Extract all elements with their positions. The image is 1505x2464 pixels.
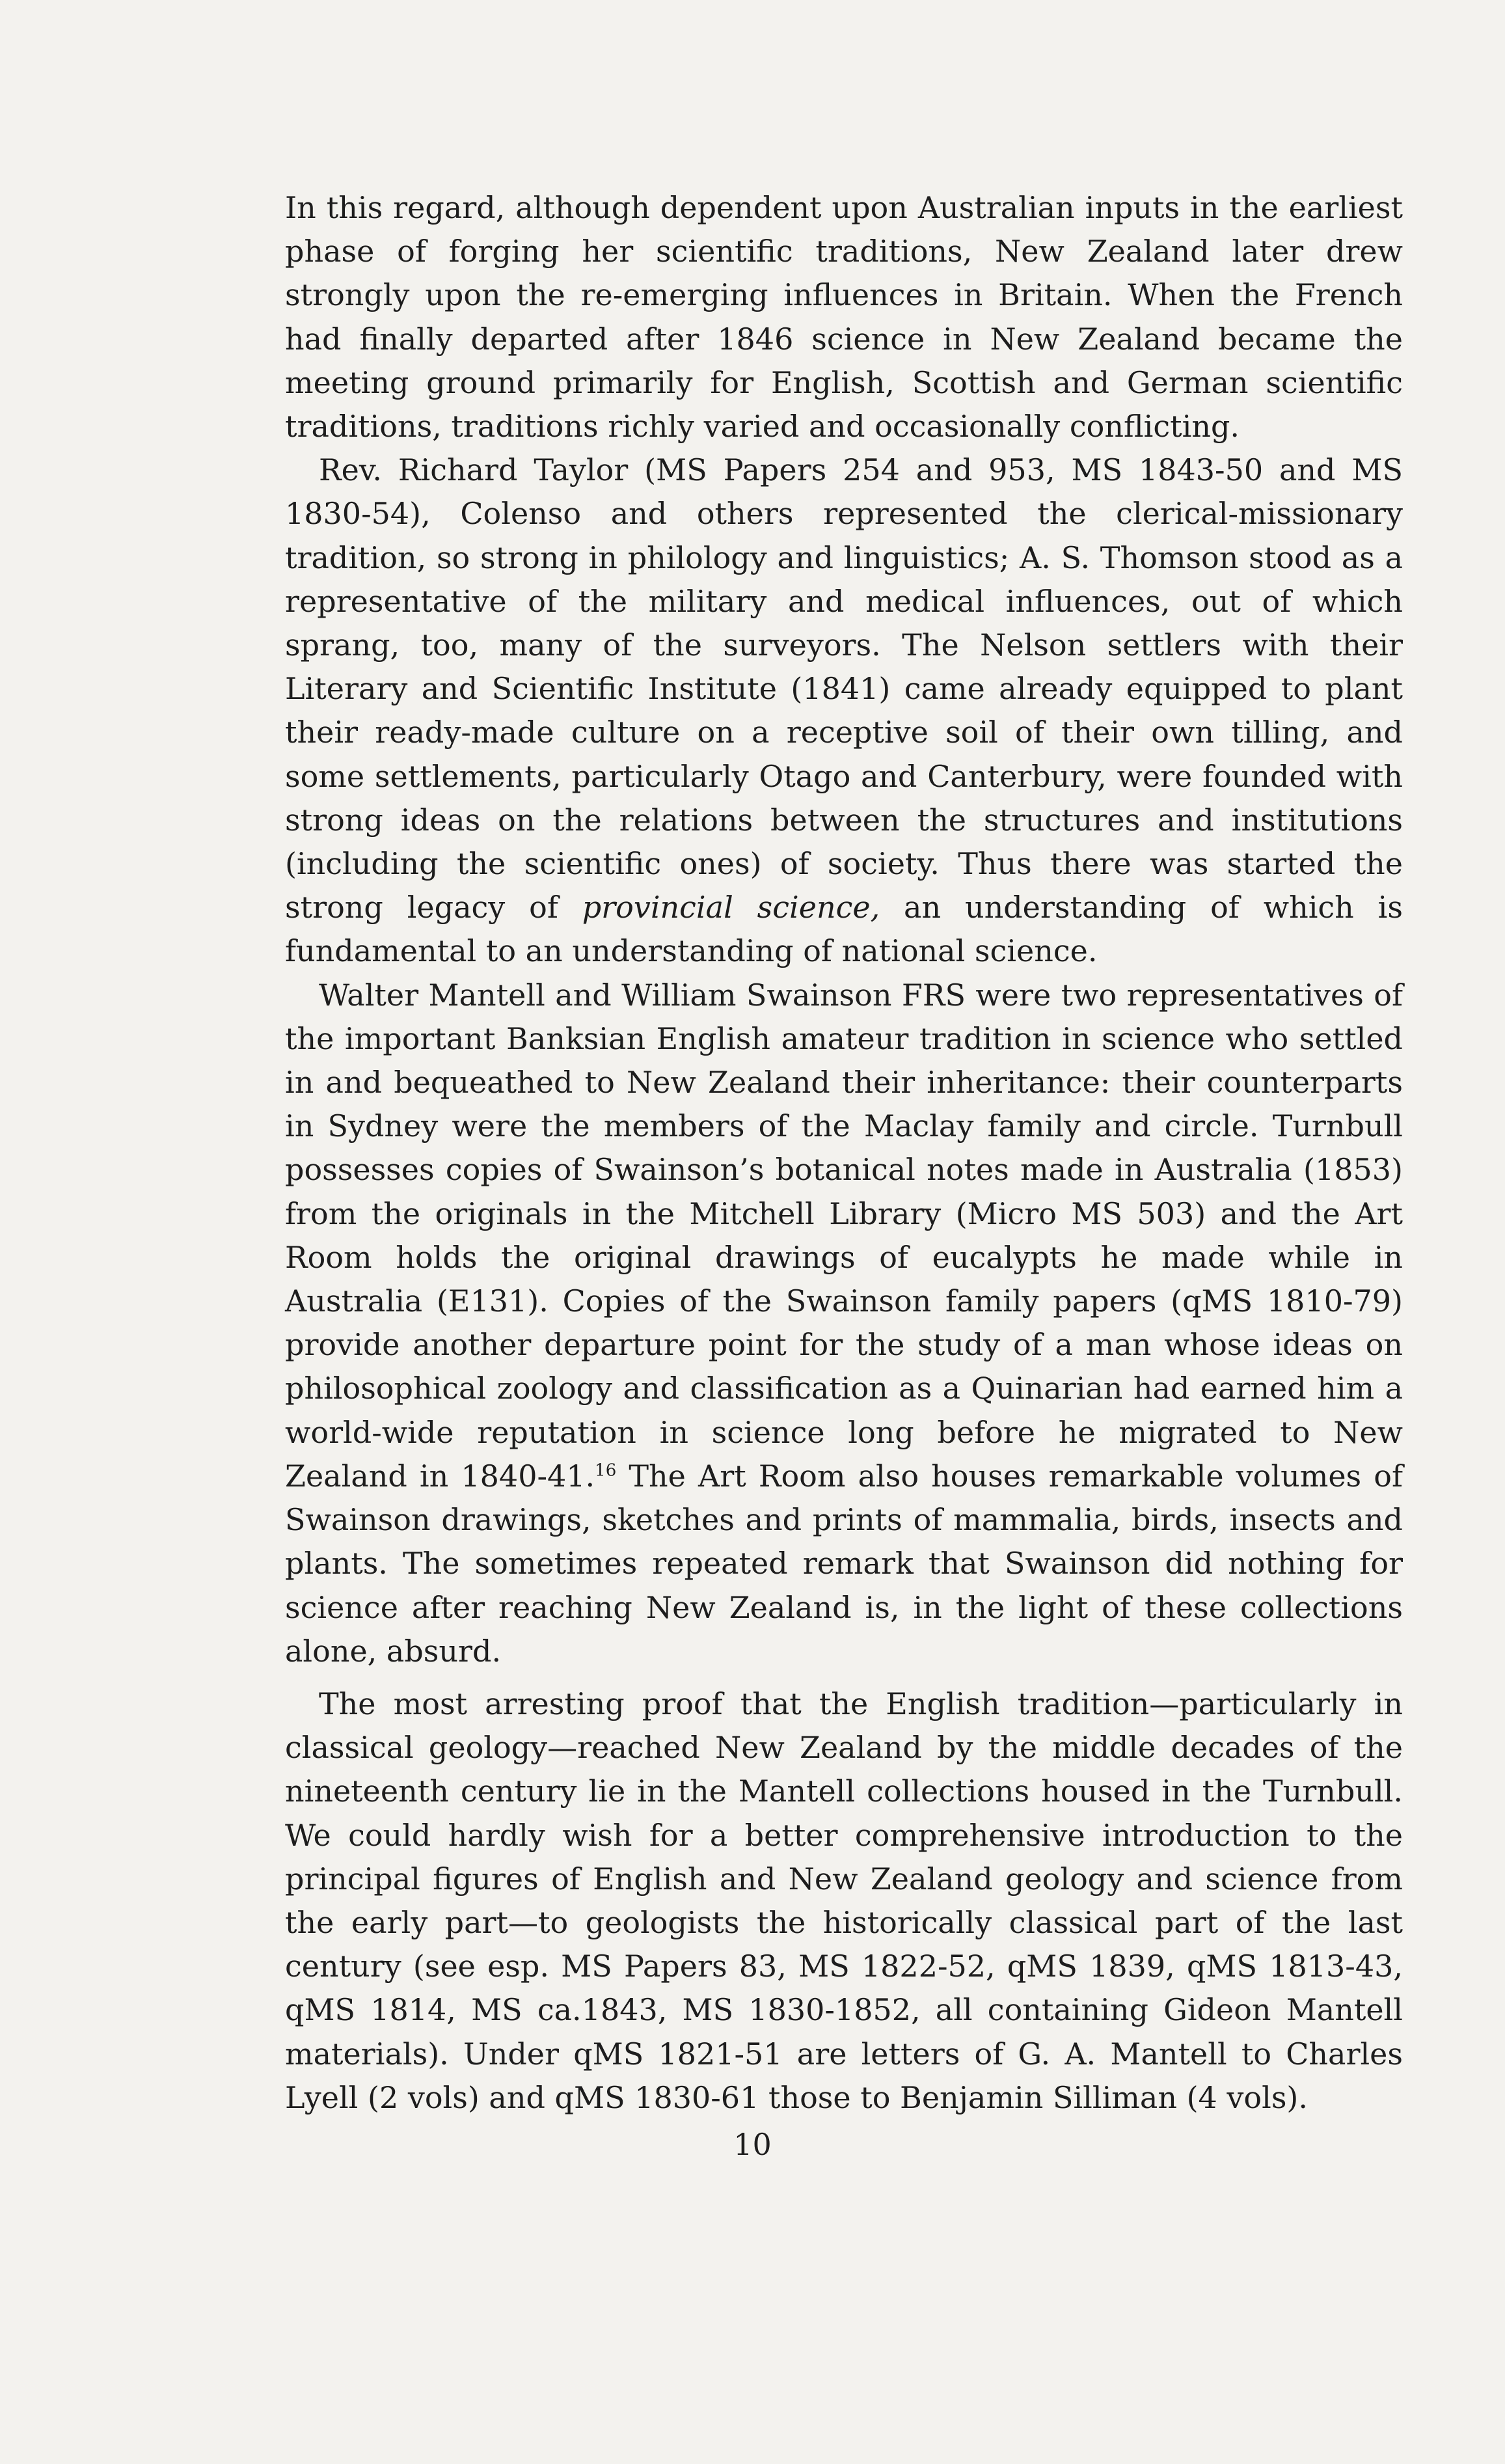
- text-run: In this regard, although dependent upon Australian inputs in the earliest phase of forging her scientific traditions, New Zealand later drew strongly upon the re-emerging influences in Britain. When the French had finally departed after 1846 science in New Zealand became the meeting ground primarily for English, Scottish and German scientific traditions, traditions richly varied and occasionally conflicting.: [285, 190, 1403, 445]
- text-run: Rev. Richard Taylor (MS Papers 254 and 953, MS 1843-50 and MS 1830-54), Colenso and others represented the clerical-missionary tradition, so strong in philology and linguistics; A. S. Thomson stood as a representative of the military and medical influences, out of which sprang, too, many of the surveyors. The Nelson settlers with their Literary and Scientific Institute (1841) came already equipped to plant their ready-made culture on a receptive soil of their own tilling, and some settlements, particularly Otago and Canterbury, were founded with strong ideas on the relations between the structures and institutions (including the scientific ones) of society. Thus there was started the strong legacy of: [285, 452, 1403, 925]
- paragraph: [285, 1682, 1403, 2120]
- text-run: an understanding of which is fundamental to an understanding of national science.: [285, 890, 1403, 969]
- paragraph: [285, 448, 1403, 973]
- body-text: [285, 186, 1403, 2120]
- text-run: The most arresting proof that the English tradition—particularly in classical geology—reached New Zealand by the middle decades of the nineteenth century lie in the Mantell collections housed in the Turnbull. We could hardly wish for a better comprehensive introduction to the principal figures of English and New Zealand geology and science from the early part—to geologists the historically classical part of the last century (see esp. MS Papers 83, MS 1822-52, qMS 1839, qMS 1813-43, qMS 1814, MS ca.1843, MS 1830-1852, all containing Gideon Mantell materials). Under qMS 1821-51 are letters of G. A. Mantell to Charles Lyell (2 vols) and qMS 1830-61 those to Benjamin Silliman (4 vols).: [285, 1686, 1403, 2115]
- text-run: Walter Mantell and William Swainson FRS were two representatives of the important Banksian English amateur tradition in science who settled in and bequeathed to New Zealand their inheritance: their counterparts in Sydney were the members of the Maclay family and circle. Turnbull possesses copies of Swainson’s botanical notes made in Australia (1853) from the originals in the Mitchell Library (Micro MS 503) and the Art Room holds the original drawings of eucalypts he made while in Australia (E131). Copies of the Swainson family papers (qMS 1810-79) provide another departure point for the study of a man whose ideas on philosophical zoology and classification as a Quinarian had earned him a world-wide reputation in science long before he migrated to New Zealand in 1840-41.: [285, 977, 1403, 1494]
- footnote-reference: 16: [595, 1460, 617, 1481]
- paragraph: [285, 186, 1403, 448]
- page-number: 10: [733, 2127, 772, 2162]
- text-run: The Art Room also houses remarkable volumes of Swainson drawings, sketches and prints of mammalia, birds, insects and plants. The sometimes repeated remark that Swainson did nothing for science after reaching New Zealand is, in the light of these collections alone, absurd.: [285, 1458, 1403, 1669]
- paragraph: [285, 974, 1403, 1673]
- italic-phrase: provincial science,: [582, 890, 880, 925]
